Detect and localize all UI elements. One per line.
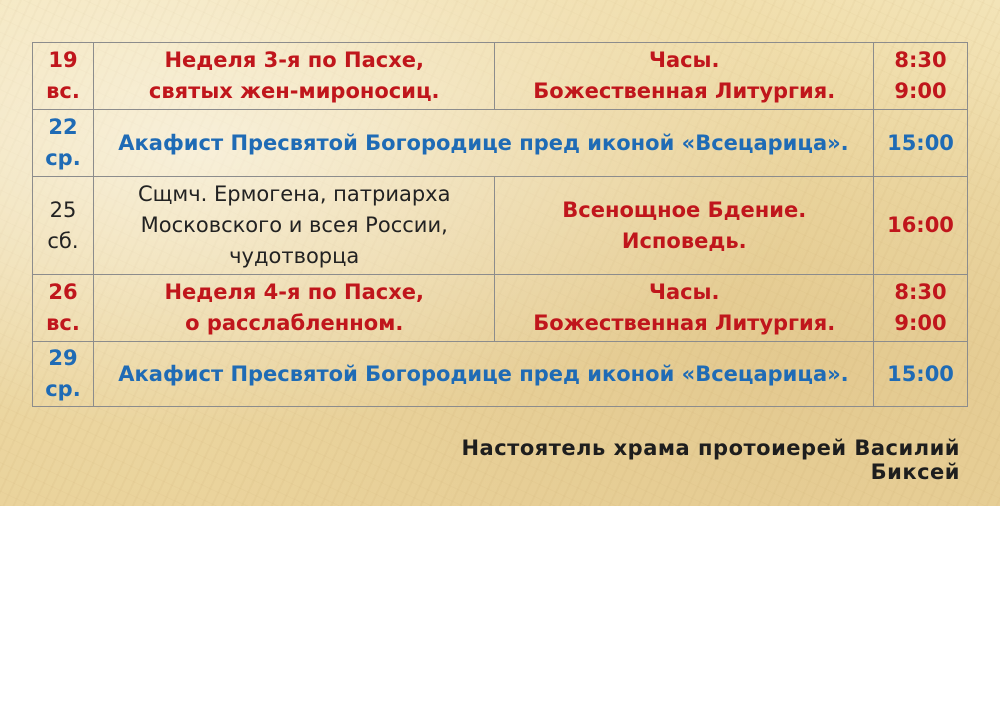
service-cell xyxy=(495,275,874,342)
feast-line: Сщмч. Ермогена, патриарха xyxy=(137,182,451,206)
date-weekday: сб. xyxy=(47,228,79,253)
feast-cell xyxy=(93,177,495,275)
service-line: Божественная Литургия. xyxy=(533,311,836,335)
time-line: 16:00 xyxy=(887,213,954,237)
date-cell xyxy=(33,275,94,342)
service-cell xyxy=(495,177,874,275)
date-day: 22 xyxy=(48,115,78,139)
date-cell xyxy=(33,342,94,407)
feast-cell xyxy=(93,43,495,110)
table-row xyxy=(33,342,968,407)
rector-signature: Настоятель храма протоиерей Василий Биксей xyxy=(461,436,960,484)
service-line: Божественная Литургия. xyxy=(533,79,836,103)
feast-line: Неделя 4-я по Пасхе, xyxy=(164,280,424,304)
date-weekday: вс. xyxy=(46,311,80,335)
service-line: Часы. xyxy=(648,48,720,72)
akathist-text: Акафист Пресвятой Богородице пред иконой «Всецарица». xyxy=(118,130,849,155)
time-cell xyxy=(874,110,968,177)
table-row xyxy=(33,177,968,275)
date-weekday: ср. xyxy=(45,146,81,170)
feast-line: чудотворца xyxy=(229,244,360,268)
date-cell xyxy=(33,177,94,275)
feast-line: Московского и всея России, xyxy=(140,213,448,237)
time-line: 8:30 xyxy=(894,48,947,72)
feast-cell xyxy=(93,275,495,342)
date-weekday: вс. xyxy=(46,79,80,103)
time-line: 15:00 xyxy=(887,130,954,155)
time-cell xyxy=(874,275,968,342)
service-line: Всенощное Бдение. Исповедь. xyxy=(562,197,807,253)
date-day: 25 xyxy=(49,197,77,222)
akathist-text: Акафист Пресвятой Богородице пред иконой «Всецарица». xyxy=(118,361,849,386)
akathist-cell xyxy=(93,342,873,407)
time-line: 9:00 xyxy=(894,311,947,335)
service-cell xyxy=(495,43,874,110)
time-cell xyxy=(874,342,968,407)
date-cell xyxy=(33,43,94,110)
date-day: 19 xyxy=(48,48,78,72)
akathist-cell xyxy=(93,110,873,177)
feast-line: о расслабленном. xyxy=(185,311,404,335)
date-day: 29 xyxy=(48,346,78,370)
time-line: 9:00 xyxy=(894,79,947,103)
service-line: Часы. xyxy=(648,280,720,304)
table-row xyxy=(33,110,968,177)
time-line: 15:00 xyxy=(887,361,954,386)
date-cell xyxy=(33,110,94,177)
time-cell xyxy=(874,43,968,110)
feast-line: святых жен-мироносиц. xyxy=(148,79,440,103)
feast-line: Неделя 3-я по Пасхе, xyxy=(164,48,424,72)
date-day: 26 xyxy=(48,280,78,304)
service-schedule-table xyxy=(32,42,968,407)
time-cell xyxy=(874,177,968,275)
table-row xyxy=(33,43,968,110)
date-weekday: ср. xyxy=(45,377,81,401)
table-row xyxy=(33,275,968,342)
time-line: 8:30 xyxy=(894,280,947,304)
